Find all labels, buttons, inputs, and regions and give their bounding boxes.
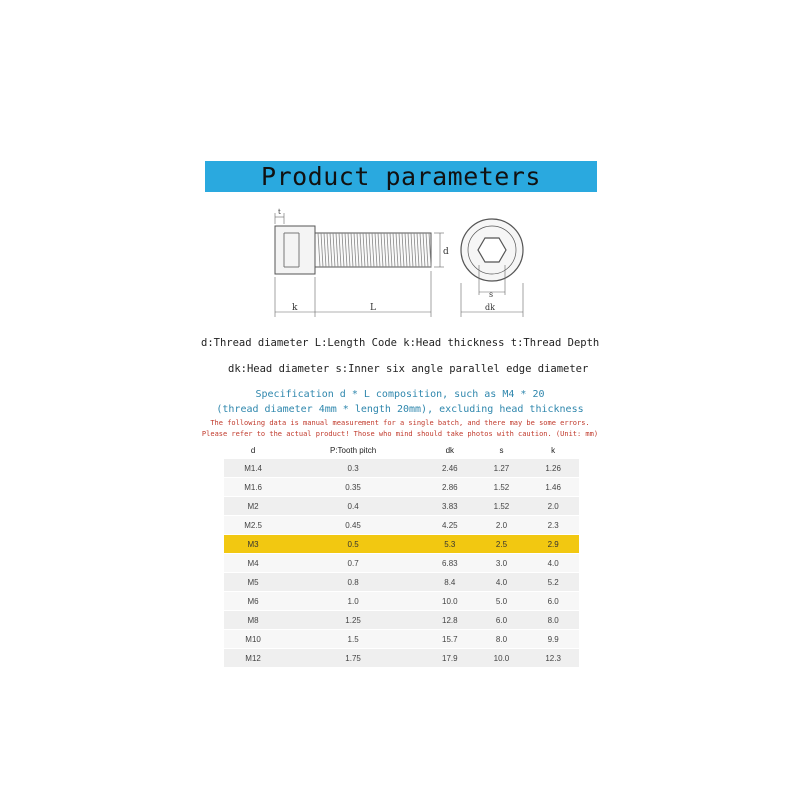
- col-header: d: [224, 441, 282, 459]
- table-row: [224, 649, 579, 668]
- col-header: P:Tooth pitch: [282, 441, 424, 459]
- table-cell: 2.9: [527, 535, 579, 554]
- table-row: [224, 497, 579, 516]
- table-cell: 3.83: [424, 497, 476, 516]
- table-cell: 0.3: [282, 459, 424, 478]
- parameter-table: [224, 441, 579, 668]
- table-cell: 6.0: [527, 592, 579, 611]
- table-cell: 2.0: [476, 516, 528, 535]
- table-row: [224, 611, 579, 630]
- table-cell: M1.4: [224, 459, 282, 478]
- spec-note-1: The following data is manual measurement for a single batch, and there may be some errors.: [210, 419, 590, 427]
- col-header: s: [476, 441, 528, 459]
- table-cell: 0.5: [282, 535, 424, 554]
- table-cell: 10.0: [424, 592, 476, 611]
- table-cell: 3.0: [476, 554, 528, 573]
- table-cell: M3: [224, 535, 282, 554]
- table-cell: 8.4: [424, 573, 476, 592]
- screw-side-view: [275, 226, 431, 274]
- table-cell: 4.25: [424, 516, 476, 535]
- spec-line-1: Specification d * L composition, such as M4 * 20: [255, 389, 545, 400]
- table-header-row: [224, 441, 579, 459]
- legend-line-1: d:Thread diameter L:Length Code k:Head thickness t:Thread Depth: [201, 337, 600, 349]
- table-cell: 6.0: [476, 611, 528, 630]
- table-cell: M6: [224, 592, 282, 611]
- table-row: [224, 535, 579, 554]
- dim-label-d: d: [443, 247, 449, 257]
- table-cell: 1.75: [282, 649, 424, 668]
- table-cell: 5.3: [424, 535, 476, 554]
- table-row: [224, 459, 579, 478]
- table-cell: M10: [224, 630, 282, 649]
- screw-dimension-diagram: [262, 205, 542, 325]
- spec-line-2: (thread diameter 4mm * length 20mm), excluding head thickness: [216, 404, 584, 415]
- table-cell: 1.52: [476, 497, 528, 516]
- col-header: k: [527, 441, 579, 459]
- page-title: Product parameters: [205, 161, 597, 192]
- table-cell: 12.3: [527, 649, 579, 668]
- table-cell: 1.27: [476, 459, 528, 478]
- table-row: [224, 554, 579, 573]
- table-cell: 5.2: [527, 573, 579, 592]
- table-cell: 1.26: [527, 459, 579, 478]
- table-cell: 5.0: [476, 592, 528, 611]
- table-cell: 0.7: [282, 554, 424, 573]
- spec-note-2: Please refer to the actual product! Those who mind should take photos with caution. (Unit: mm): [201, 430, 599, 438]
- table-cell: 1.52: [476, 478, 528, 497]
- table-cell: 2.3: [527, 516, 579, 535]
- table-cell: 1.25: [282, 611, 424, 630]
- col-header: dk: [424, 441, 476, 459]
- table-cell: 4.0: [476, 573, 528, 592]
- table-row: [224, 592, 579, 611]
- table-cell: 9.9: [527, 630, 579, 649]
- dim-label-s: s: [489, 290, 494, 299]
- table-cell: 6.83: [424, 554, 476, 573]
- table-cell: 4.0: [527, 554, 579, 573]
- table-cell: M2.5: [224, 516, 282, 535]
- legend-line-2: dk:Head diameter s:Inner six angle parallel edge diameter: [228, 363, 589, 375]
- table-cell: 0.35: [282, 478, 424, 497]
- table-cell: 15.7: [424, 630, 476, 649]
- table-cell: 2.46: [424, 459, 476, 478]
- dim-label-t: t: [278, 208, 281, 216]
- table-cell: M8: [224, 611, 282, 630]
- table-cell: 8.0: [476, 630, 528, 649]
- table-cell: M4: [224, 554, 282, 573]
- table-cell: 0.8: [282, 573, 424, 592]
- table-cell: 17.9: [424, 649, 476, 668]
- table-cell: M5: [224, 573, 282, 592]
- table-row: [224, 478, 579, 497]
- table-cell: 0.45: [282, 516, 424, 535]
- table-cell: M2: [224, 497, 282, 516]
- table-row: [224, 516, 579, 535]
- table-cell: 1.5: [282, 630, 424, 649]
- dim-label-L: L: [370, 303, 376, 313]
- table-cell: 1.46: [527, 478, 579, 497]
- table-cell: 2.0: [527, 497, 579, 516]
- table-cell: M1.6: [224, 478, 282, 497]
- table-cell: 0.4: [282, 497, 424, 516]
- table-cell: M12: [224, 649, 282, 668]
- dim-label-k: k: [292, 303, 298, 313]
- table-cell: 8.0: [527, 611, 579, 630]
- table-cell: 2.86: [424, 478, 476, 497]
- table-cell: 2.5: [476, 535, 528, 554]
- table-row: [224, 630, 579, 649]
- table-cell: 10.0: [476, 649, 528, 668]
- dim-label-dk: dk: [485, 303, 495, 312]
- table-row: [224, 573, 579, 592]
- table-cell: 1.0: [282, 592, 424, 611]
- table-cell: 12.8: [424, 611, 476, 630]
